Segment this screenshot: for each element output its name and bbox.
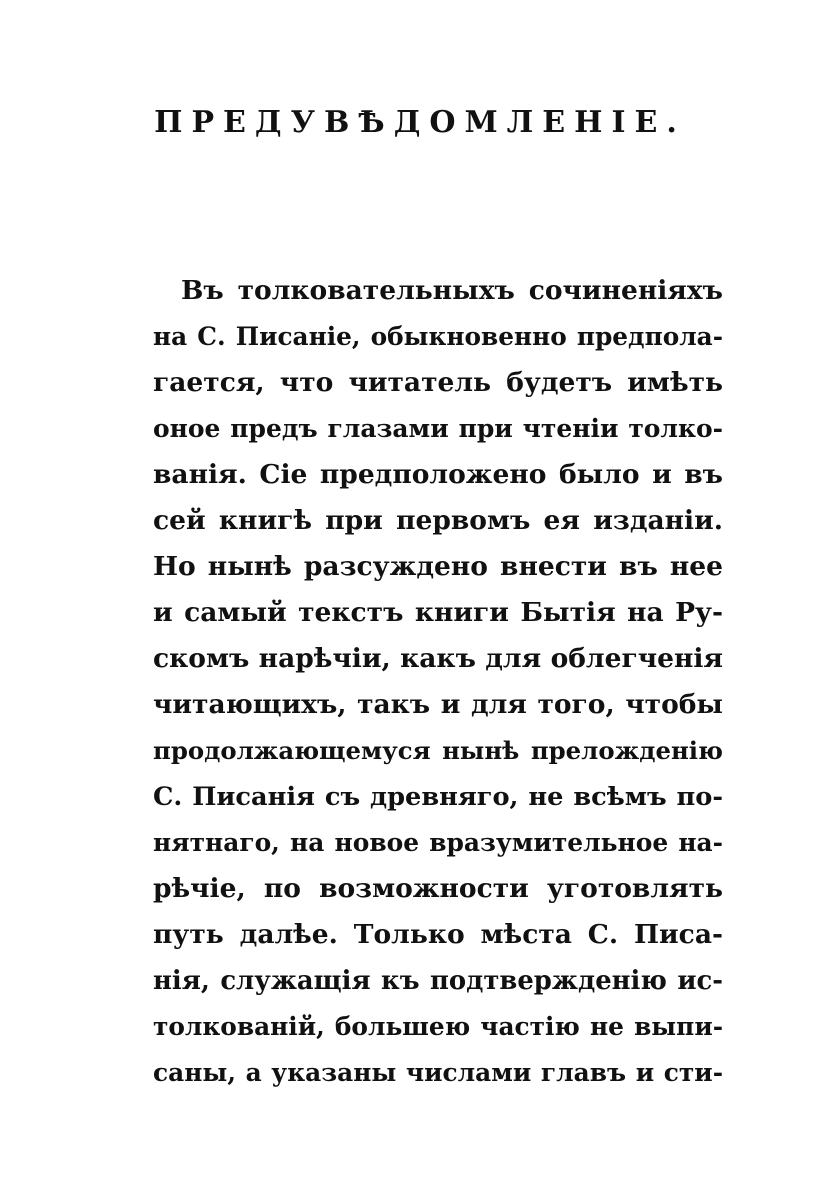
text-line: Въ толковательныхъ сочиненіяхъ	[181, 275, 723, 306]
text-line: на С. Писаніе, обыкновенно предпола-	[153, 322, 723, 351]
text-line: нятнаго, на новое вразумительное на-	[153, 828, 723, 857]
text-line: читающихъ, такъ и для того, чтобы	[153, 689, 723, 720]
text-line: и самый текстъ книги Бытія на Ру-	[153, 597, 723, 628]
text-line: саны, а указаны числами главъ и сти-	[153, 1058, 723, 1087]
text-line: ванія. Сіе предположено было и въ	[153, 459, 723, 490]
text-line: С. Писанія съ древняго, не всѣмъ по-	[153, 782, 723, 812]
text-line: путь далѣе. Только мѣста С. Писа-	[153, 919, 723, 950]
text-line: продолжающемуся нынѣ преложденію	[153, 736, 723, 765]
body-text	[153, 268, 723, 1096]
text-line: скомъ нарѣчіи, какъ для облегченія	[153, 643, 723, 674]
text-line: рѣчіе, по возможности уготовлять	[153, 873, 723, 904]
page-title: ПРЕДУВѢДОМЛЕНІЕ.	[154, 105, 686, 140]
text-line: нія, служащія къ подтвержденію ис-	[153, 966, 723, 996]
text-line: оное предъ глазами при чтеніи толко-	[153, 414, 723, 443]
text-line: толкованій, большею частію не выпи-	[153, 1012, 723, 1041]
text-line: сей книгѣ при первомъ ея изданіи.	[153, 505, 723, 536]
text-line: Но нынѣ разсуждено внести въ нее	[153, 551, 723, 582]
text-line: гается, что читатель будетъ имѣть	[153, 367, 723, 398]
